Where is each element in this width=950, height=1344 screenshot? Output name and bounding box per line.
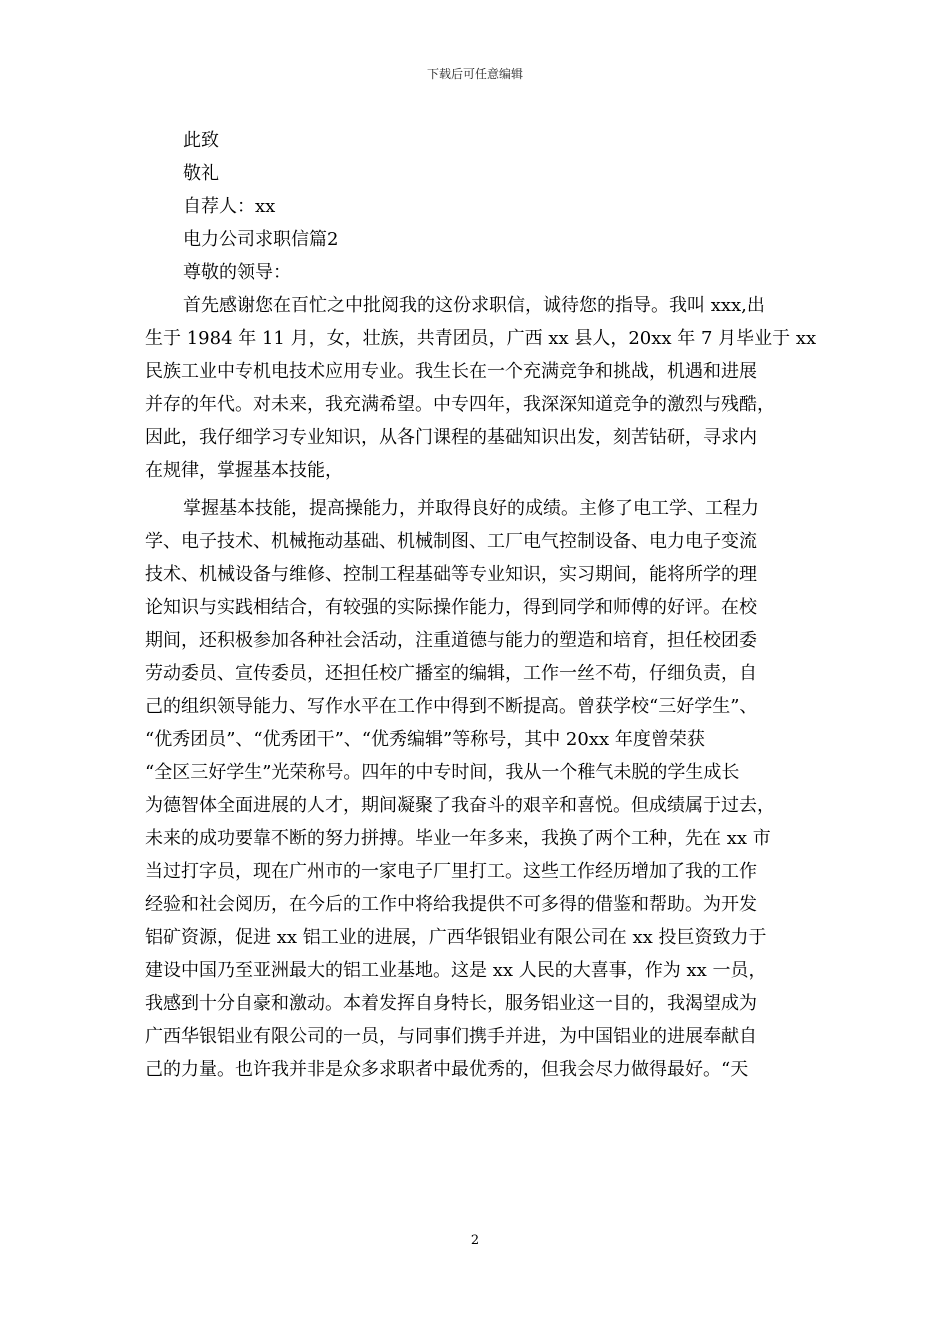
- paragraph-line: 技术、机械设备与维修、控制工程基础等专业知识，实习期间，能将所学的理: [145, 564, 757, 585]
- paragraph-line: 为德智体全面进展的人才，期间凝聚了我奋斗的艰辛和喜悦。但成绩属于过去，: [145, 795, 775, 816]
- document-body: [145, 124, 817, 1086]
- paragraph-line: 民族工业中专机电技术应用专业。我生长在一个充满竞争和挑战，机遇和进展: [145, 361, 757, 382]
- closing-line-2: 敬礼: [183, 163, 219, 184]
- paragraph-line: 我感到十分自豪和激动。本着发挥自身特长，服务铝业这一目的，我渴望成为: [145, 993, 757, 1014]
- section-title: 电力公司求职信篇2: [183, 229, 339, 250]
- page-header: 下载后可任意编辑: [426, 67, 523, 81]
- paragraph-line: 掌握基本技能，提高操能力，并取得良好的成绩。主修了电工学、工程力: [183, 498, 759, 519]
- paragraph-line: 并存的年代。对未来，我充满希望。中专四年，我深深知道竞争的激烈与残酷，: [145, 394, 775, 415]
- paragraph-2: [145, 492, 805, 1086]
- paragraph-line: 在规律，掌握基本技能，: [145, 460, 343, 481]
- salutation: 尊敬的领导：: [183, 262, 291, 283]
- paragraph-line: 论知识与实践相结合，有较强的实际操作能力，得到同学和师傅的好评。在校: [145, 597, 757, 618]
- paragraph-line: 己的组织领导能力、写作水平在工作中得到不断提高。曾获学校“三好学生”、: [145, 696, 758, 717]
- paragraph-line: 己的力量。也许我并非是众多求职者中最优秀的，但我会尽力做得最好。“天: [145, 1059, 749, 1080]
- paragraph-line: “优秀团员”、“优秀团干”、“优秀编辑”等称号，其中 20xx 年度曾荣获: [145, 729, 705, 750]
- paragraph-line: 生于 1984 年 11 月，女，壮族，共青团员，广西 xx 县人，20xx 年 7 月毕业于 xx: [145, 328, 817, 349]
- paragraph-line: 期间，还积极参加各种社会活动，注重道德与能力的塑造和培育，担任校团委: [145, 630, 757, 651]
- paragraph-line: “全区三好学生”光荣称号。四年的中专时间，我从一个稚气未脱的学生成长: [145, 762, 740, 783]
- paragraph-1: [145, 289, 817, 487]
- paragraph-line: 因此，我仔细学习专业知识，从各门课程的基础知识出发，刻苦钻研，寻求内: [145, 427, 757, 448]
- paragraph-line: 学、电子技术、机械拖动基础、机械制图、工厂电气控制设备、电力电子变流: [145, 531, 757, 552]
- paragraph-line: 铝矿资源，促进 xx 铝工业的进展，广西华银铝业有限公司在 xx 投巨资致力于: [145, 927, 767, 948]
- closing-line-1: 此致: [183, 130, 219, 151]
- paragraph-line: 当过打字员，现在广州市的一家电子厂里打工。这些工作经历增加了我的工作: [145, 861, 757, 882]
- paragraph-line: 首先感谢您在百忙之中批阅我的这份求职信，诚待您的指导。我叫 xxx,出: [183, 295, 765, 316]
- paragraph-line: 广西华银铝业有限公司的一员，与同事们携手并进，为中国铝业的进展奉献自: [145, 1026, 757, 1047]
- paragraph-line: 建设中国乃至亚洲最大的铝工业基地。这是 xx 人民的大喜事，作为 xx 一员，: [145, 960, 767, 981]
- paragraph-line: 未来的成功要靠不断的努力拼搏。毕业一年多来，我换了两个工种，先在 xx 市: [145, 828, 771, 849]
- signature-line: 自荐人：xx: [183, 196, 276, 217]
- paragraph-line: 劳动委员、宣传委员，还担任校广播室的编辑，工作一丝不苟，仔细负责，自: [145, 663, 757, 684]
- paragraph-line: 经验和社会阅历，在今后的工作中将给我提供不可多得的借鉴和帮助。为开发: [145, 894, 757, 915]
- page-number: 2: [470, 1233, 480, 1248]
